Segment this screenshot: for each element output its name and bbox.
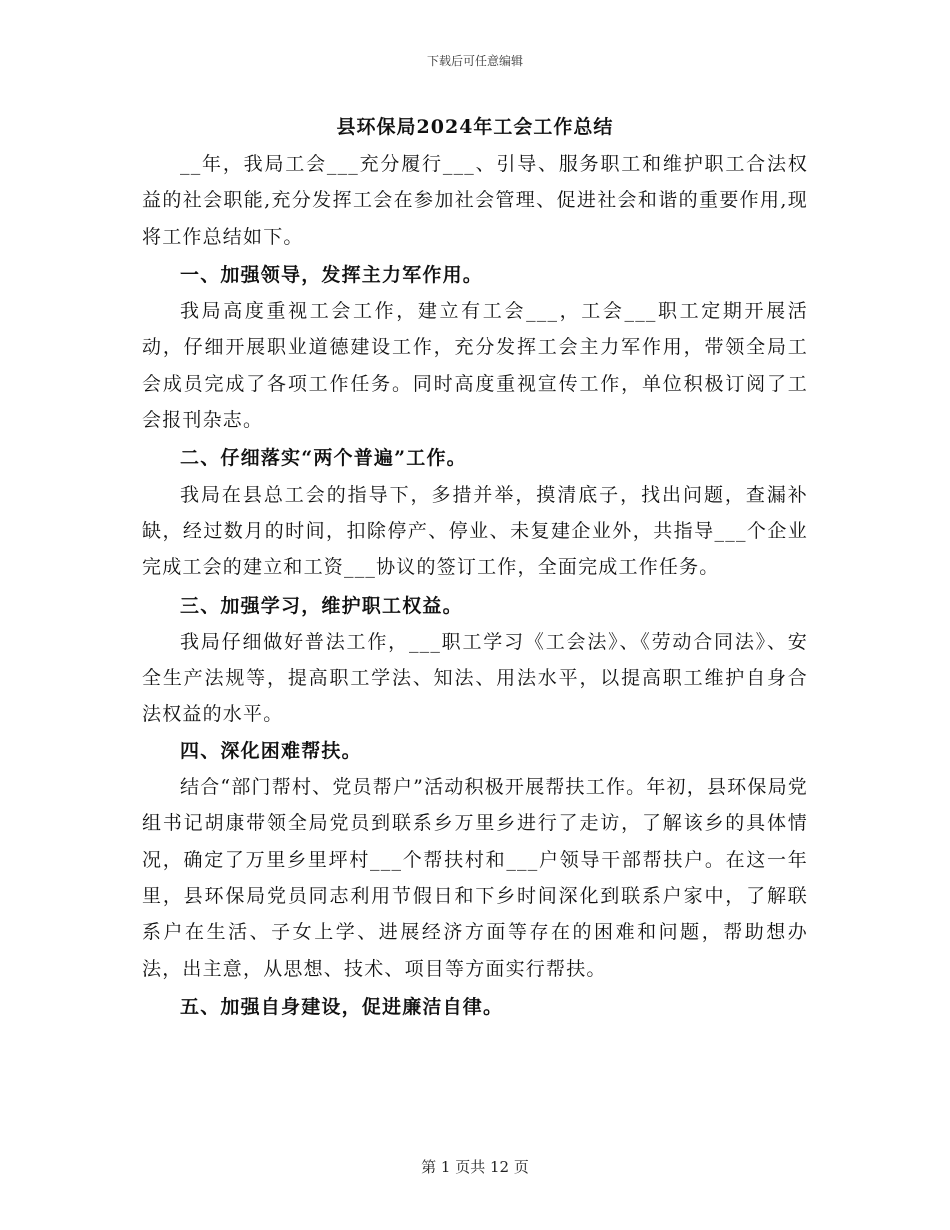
section-2-heading: 二、仔细落实“两个普遍”工作。 [180, 447, 467, 470]
section-4-body: 结合“部门帮村、党员帮户”活动积极开展帮扶工作。年初，县环保局党组书记胡康带领全局党员到联系乡万里乡进行了走访，了解该乡的具体情况，确定了万里乡里坪村___个帮扶村和___户领导干部帮扶户。在这一年里，县环保局党员同志利用节假日和下乡时间深化到联系户家中，了解联系户在生活、子女上学、进展经济方面等存在的困难和问题，帮助想办法，出主意，从思想、技术、项目等方面实行帮扶。 [142, 776, 808, 980]
document-title: 县环保局2024年工会工作总结 [336, 116, 614, 138]
document-body [142, 146, 808, 1025]
intro-paragraph: __年，我局工会___充分履行___、引导、服务职工和维护职工合法权益的社会职能,充分发挥工会在参加社会管理、促进社会和谐的重要作用,现将工作总结如下。 [142, 153, 808, 248]
section-3-heading: 三、加强学习，维护职工权益。 [180, 594, 463, 617]
section-5-heading: 五、加强自身建设，促进廉洁自律。 [180, 995, 504, 1018]
header-note: 下载后可任意编辑 [426, 54, 523, 68]
section-3-body: 我局仔细做好普法工作，___职工学习《工会法》、《劳动合同法》、安全生产法规等，提高职工学法、知法、用法水平，以提高职工维护自身合法权益的水平。 [142, 630, 808, 726]
section-1-heading: 一、加强领导，发挥主力军作用。 [180, 263, 484, 286]
section-2-body: 我局在县总工会的指导下，多措并举，摸清底子，找出问题，查漏补缺，经过数月的时间，扣除停产、停业、未复建企业外，共指导___个企业完成工会的建立和工资___协议的签订工作，全面完成工作任务。 [142, 483, 808, 579]
section-1-body: 我局高度重视工会工作，建立有工会___，工会___职工定期开展活动，仔细开展职业道德建设工作，充分发挥工会主力军作用，带领全局工会成员完成了各项工作任务。同时高度重视宣传工作，单位积极订阅了工会报刊杂志。 [142, 300, 808, 432]
section-4-heading: 四、深化困难帮扶。 [180, 739, 362, 762]
page-number: 第 1 页共 12 页 [421, 1158, 529, 1176]
